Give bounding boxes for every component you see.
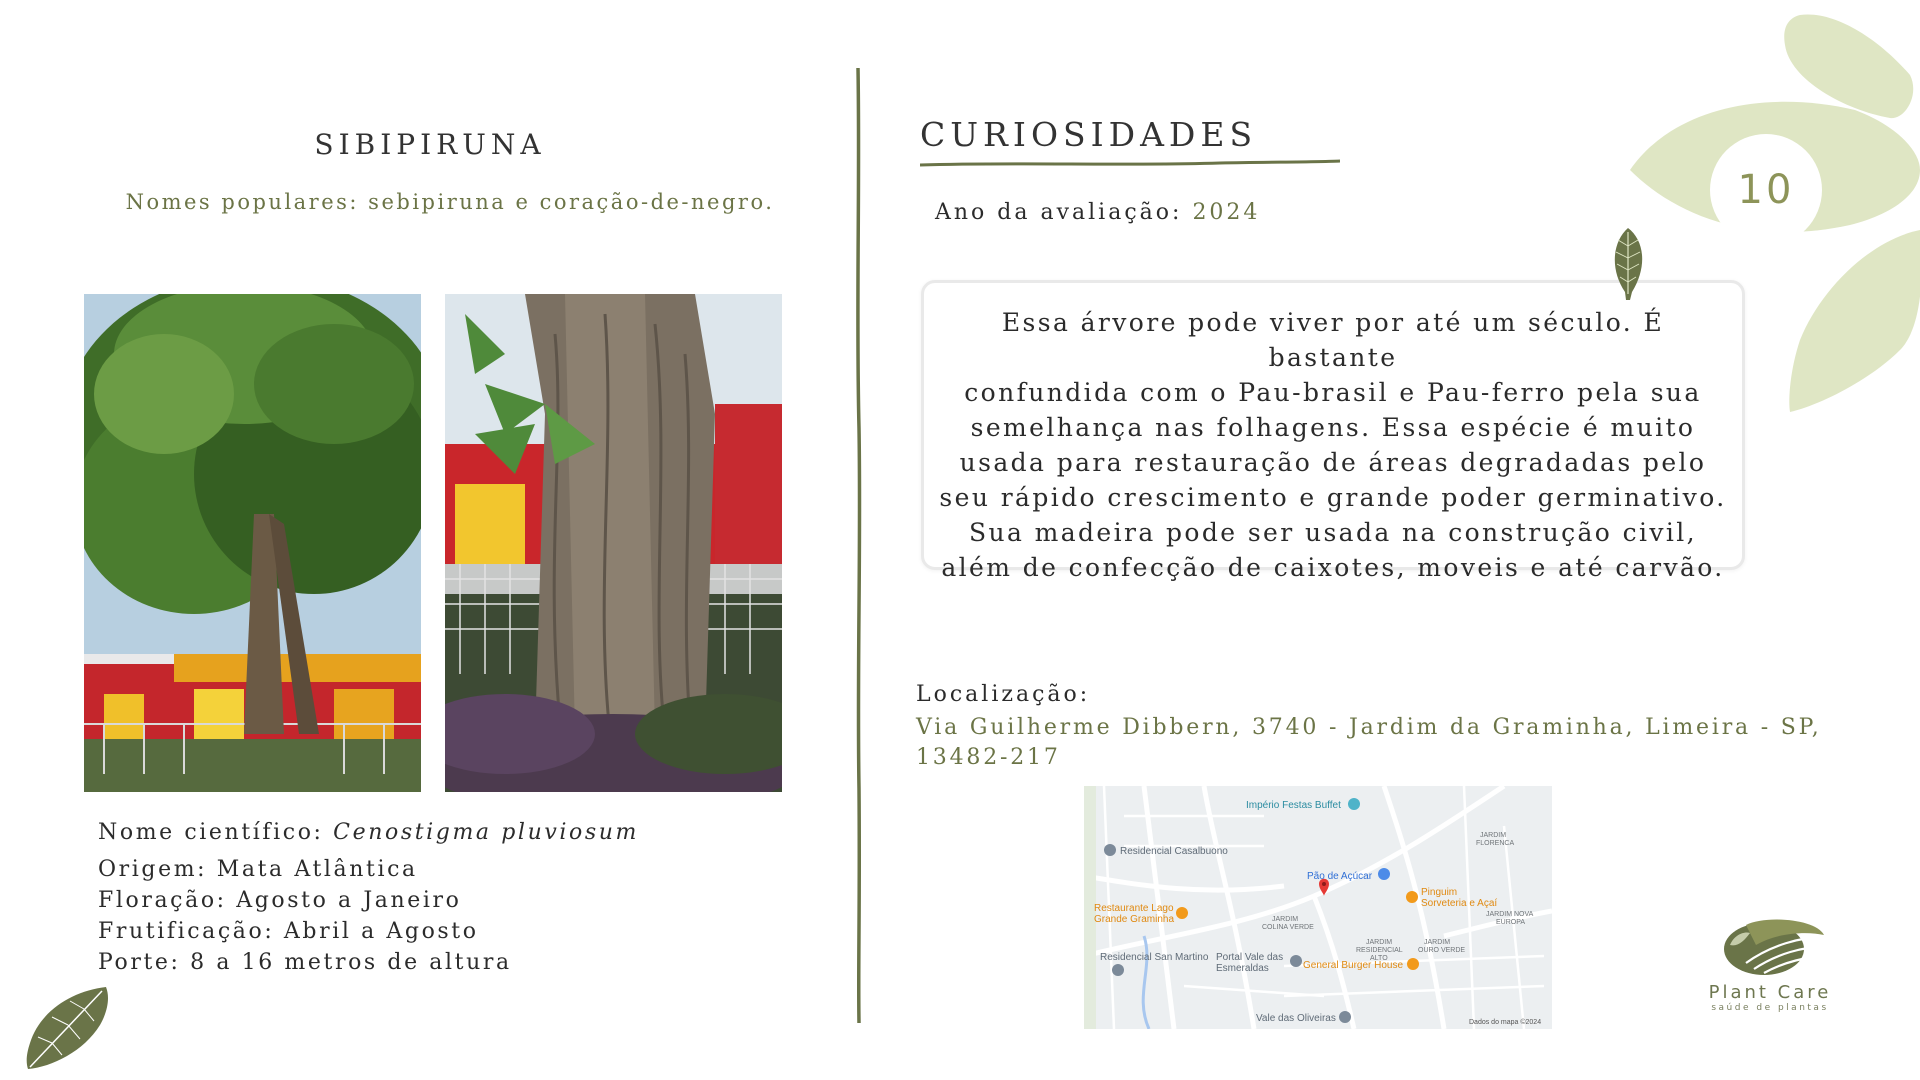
trunk-photo: [445, 294, 782, 792]
leaf-icon: [1608, 226, 1648, 302]
map-credit: Dados do mapa ©2024: [1469, 1019, 1542, 1026]
scientific-name: Cenostigma pluviosum: [333, 820, 639, 845]
curiosity-line: confundida com o Pau-brasil e Pau-ferro pela sua: [964, 378, 1702, 407]
district-label: ALTO: [1370, 955, 1388, 962]
fruiting-line: Frutificação: Abril a Agosto: [98, 919, 479, 944]
location-map[interactable]: [1084, 786, 1552, 1029]
district-label: RESIDENCIAL: [1356, 947, 1403, 954]
location-address: Via Guilherme Dibbern, 3740 - Jardim da Graminha, Limeira - SP, 13482-217: [916, 715, 1822, 770]
curiosity-line: Sua madeira pode ser usada na construção civil,: [968, 518, 1698, 547]
brand-tagline: saúde de plantas: [1711, 1003, 1829, 1013]
tree-photo: [84, 294, 421, 792]
map-label: Pão de Açúcar: [1307, 871, 1373, 882]
origin-line: Origem: Mata Atlântica: [98, 857, 418, 882]
map-label: Vale das Oliveiras: [1256, 1013, 1336, 1024]
evaluation-year-label: Ano da avaliação:: [935, 200, 1193, 225]
size-line: Porte: 8 a 16 metros de altura: [98, 950, 512, 975]
location-label: Localização:: [916, 682, 1091, 707]
map-label: Portal Vale das: [1216, 952, 1284, 963]
plant-care-logo-icon: [1716, 915, 1826, 985]
district-label: JARDIM: [1272, 916, 1299, 923]
map-label: Esmeraldas: [1216, 963, 1269, 974]
curiosity-line: seu rápido crescimento e grande poder germinativo.: [939, 483, 1727, 512]
species-title: SIBIPIRUNA: [314, 128, 546, 161]
curiosities-box: [921, 280, 1745, 582]
map-label: Grande Graminha: [1094, 914, 1175, 925]
vertical-divider: [853, 68, 865, 1023]
scientific-name-line: [98, 820, 639, 845]
map-label: General Burger House: [1303, 960, 1404, 971]
page-number: 10: [1710, 134, 1822, 246]
district-label: COLINA VERDE: [1262, 924, 1314, 931]
district-label: FLORENCA: [1476, 840, 1515, 847]
map-label: Residencial Casalbuono: [1120, 846, 1228, 857]
map-label: Residencial San Martino: [1100, 952, 1209, 963]
district-label: EUROPA: [1496, 919, 1526, 926]
map-label: Restaurante Lago: [1094, 903, 1174, 914]
district-label: JARDIM: [1366, 939, 1393, 946]
flowering-line: Floração: Agosto a Janeiro: [98, 888, 462, 913]
curiosity-line: semelhança nas folhagens. Essa espécie é muito: [970, 413, 1696, 442]
evaluation-year: 2024: [1192, 200, 1261, 225]
popular-names: Nomes populares: sebipiruna e coração-de-negro.: [125, 190, 775, 214]
curiosities-text: [934, 305, 1732, 585]
district-label: JARDIM: [1424, 939, 1451, 946]
district-label: OURO VERDE: [1418, 947, 1466, 954]
curiosity-line: Essa árvore pode viver por até um século. É bastante: [1001, 308, 1665, 372]
curiosity-line: além de confecção de caixotes, moveis e até carvão.: [941, 553, 1725, 582]
district-label: JARDIM: [1480, 832, 1507, 839]
scientific-name-label: Nome científico:: [98, 820, 334, 845]
map-label: Sorveteria e Açaí: [1421, 898, 1498, 909]
curiosities-title: CURIOSIDADES: [920, 115, 1258, 154]
district-label: JARDIM NOVA: [1486, 911, 1534, 918]
evaluation-year-line: [935, 200, 1260, 225]
curiosity-line: usada para restauração de áreas degradadas pelo: [959, 448, 1707, 477]
brand-name: Plant Care: [1708, 982, 1832, 1003]
map-label: Império Festas Buffet: [1246, 800, 1341, 811]
title-underline: [920, 159, 1340, 169]
leaf-icon: [22, 985, 112, 1070]
map-label: Pinguim: [1421, 887, 1458, 898]
